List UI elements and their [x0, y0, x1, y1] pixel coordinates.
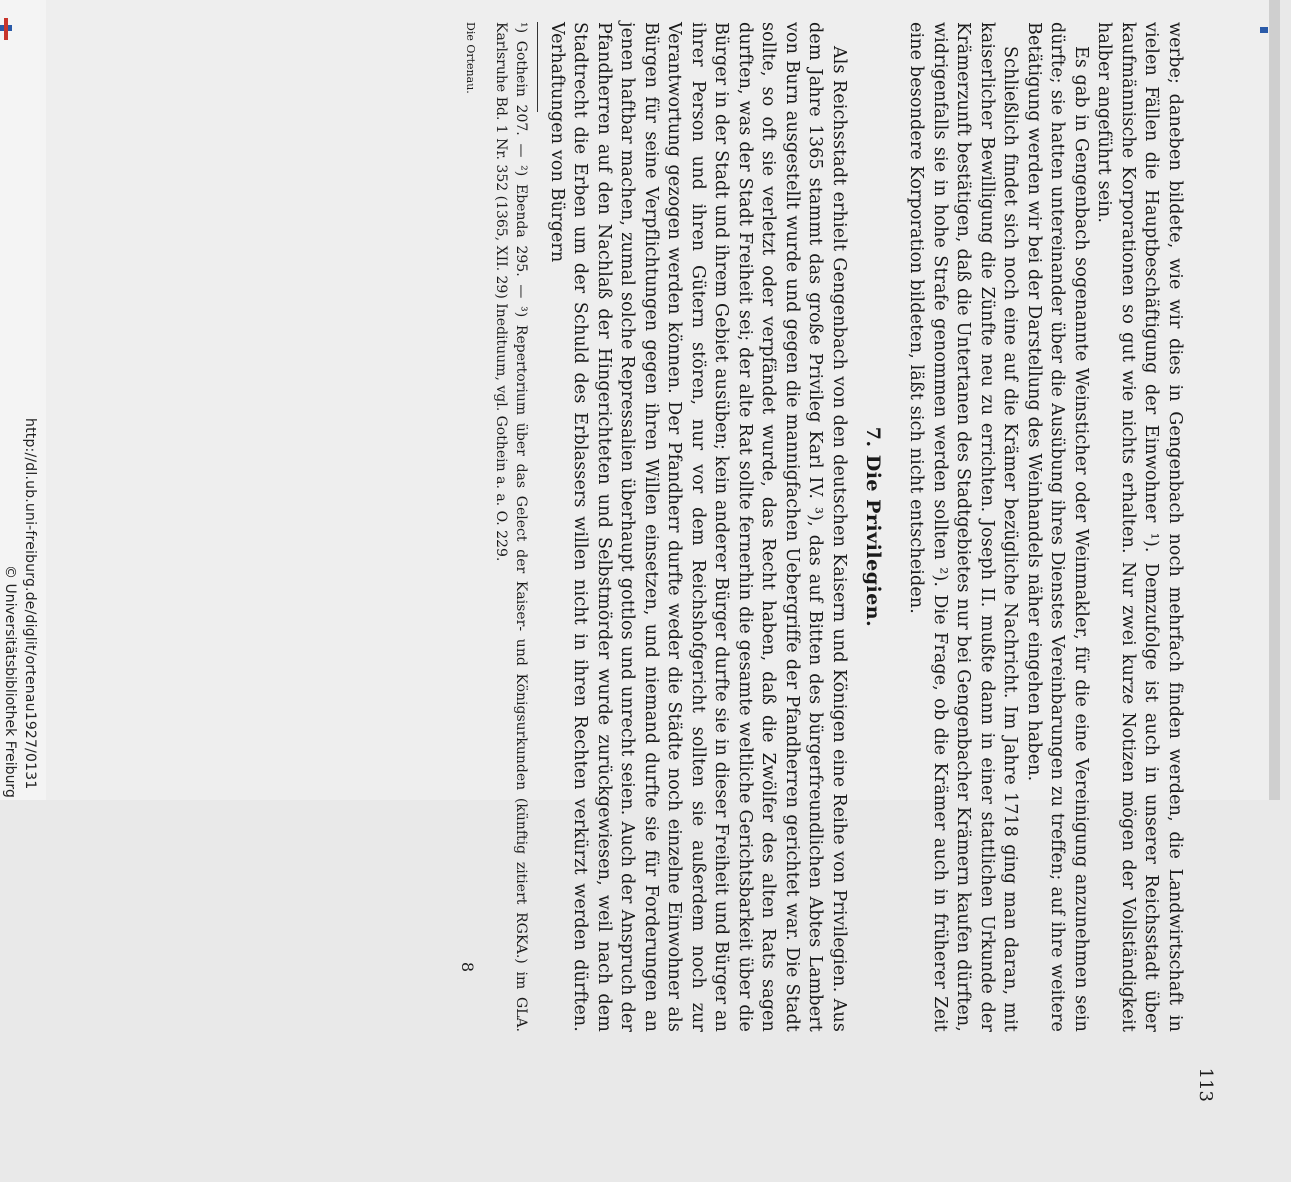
viewer-left-strip	[0, 0, 46, 800]
section-paragraph: Als Reichsstadt erhielt Gengenbach von den deutschen Kaisern und Königen eine Reihe von Privilegien. Aus dem Jahre 1365 stammt das große Privileg Karl IV. ³), das auf Bitten des bürgerfreundlichen Abtes Lambert von Burn ausgestellt wurde und gegen die mannigfachen Uebergriffe der Pfandherren gerichtet war. Die Stadt sollte, so oft sie verletzt oder verpfändet wurde, das Recht haben, daß die Zwölfer des alten Rats sagen durften, was der Stadt Freiheit sei; der alte Rat sollte fernerhin die gesamte weltliche Gerichtsbarkeit über die Bürger in der Stadt und ihrem Gebiet ausüben; kein anderer Bürger durfte sie in dieser Freiheit und Bürger an ihrer Person und ihren Gütern stören, nur vor dem Reichshofgericht sollten sie außerdem noch zur Verantwortung gezogen werden können. Der Pfandherr durfte weder die Städte noch einzelne Einwohner als Bürgen für seine Verpflichtungen gegen ihren Willen einsetzen, und niemand durfte sie für Forderungen an jenen haftbar machen, zumal solche Repressalien überhaupt gottlos und unrecht seien. Auch der Anspruch der Pfandherren auf den Nachlaß der Hingerichteten und Selbstmörder wurde zurückgewiesen, weil nach dem Stadtrecht die Erben um der Schuld des Erblassers willen nicht in ihren Rechten verkürzt werden dürften. Verhaftungen von Bürgern	[547, 22, 849, 1032]
paragraph-3: Schließlich findet sich noch eine auf die Krämer bezügliche Nachricht. Im Jahre 1718 ging man daran, mit kaiserlicher Bewilligung die Zünfte neu zu errichten. Joseph II. mußte dann in einer stattlichen Urkunde der Krämerzunft bestätigen, daß die Untertanen des Stadtgebietes nur bei Gengenbacher Krämern kaufen dürften, widrigenfalls sie in hohe Strafe genommen werden sollten ²). Die Frage, ob die Krämer auch in früherer Zeit eine besondere Korporation bildeten, läßt sich nicht entscheiden.	[906, 22, 1021, 1032]
paragraph-2: Es gab in Gengenbach sogenannte Weinsticher oder Weinmakler, für die eine Vereinigung anzunehmen sein dürfte; sie hatten untereinander über die Ausübung ihres Dienstes Vereinbarungen zu treffen; auf ihre weitere Betätigung werden wir bei der Darstellung des Weinhandels näher eingehen haben.	[1024, 22, 1091, 1032]
page-footer	[459, 22, 478, 1032]
page-number: 113	[1195, 1067, 1216, 1102]
watermark-url: http://dl.ub.uni-freiburg.de/diglit/ortenau1927/0131	[22, 418, 38, 790]
library-logo-icon-right	[1260, 20, 1274, 42]
paragraph-1: werbe; daneben bildete, wie wir dies in Gengenbach noch mehrfach finden werden, die Landwirtschaft in vielen Fällen die Hauptbeschäftigung der Einwohner ¹). Demzufolge ist auch in unserer Reichsstadt über kaufmännische Korporationen so gut wie nichts erhalten. Nur zwei kurze Notizen mögen der Vollständigkeit halber angeführt sein.	[1094, 22, 1185, 1032]
scanned-page	[46, 0, 1280, 1102]
page-edge	[1269, 0, 1280, 800]
library-logo-icon	[0, 18, 14, 40]
page-text-block	[459, 22, 1217, 1182]
signature-left: Die Ortenau.	[464, 22, 478, 94]
footnotes: ¹) Gothein 207. — ²) Ebenda 295. — ³) Repertorium über das Gelect der Kaiser- und Königsurkunden (künftig zitiert RGKA.) im GLA. Karlsruhe Bd. 1 Nr. 352 (1365, XII. 29) Inedituum, vgl. Gothein a. a. O. 229.	[493, 22, 530, 1032]
footnote-divider	[538, 22, 539, 112]
page-header	[1194, 22, 1216, 1182]
section-title: 7. Die Privilegien.	[862, 426, 884, 628]
watermark-copyright: © Universitätsbibliothek Freiburg	[2, 565, 18, 798]
signature-number: 8	[458, 961, 478, 972]
